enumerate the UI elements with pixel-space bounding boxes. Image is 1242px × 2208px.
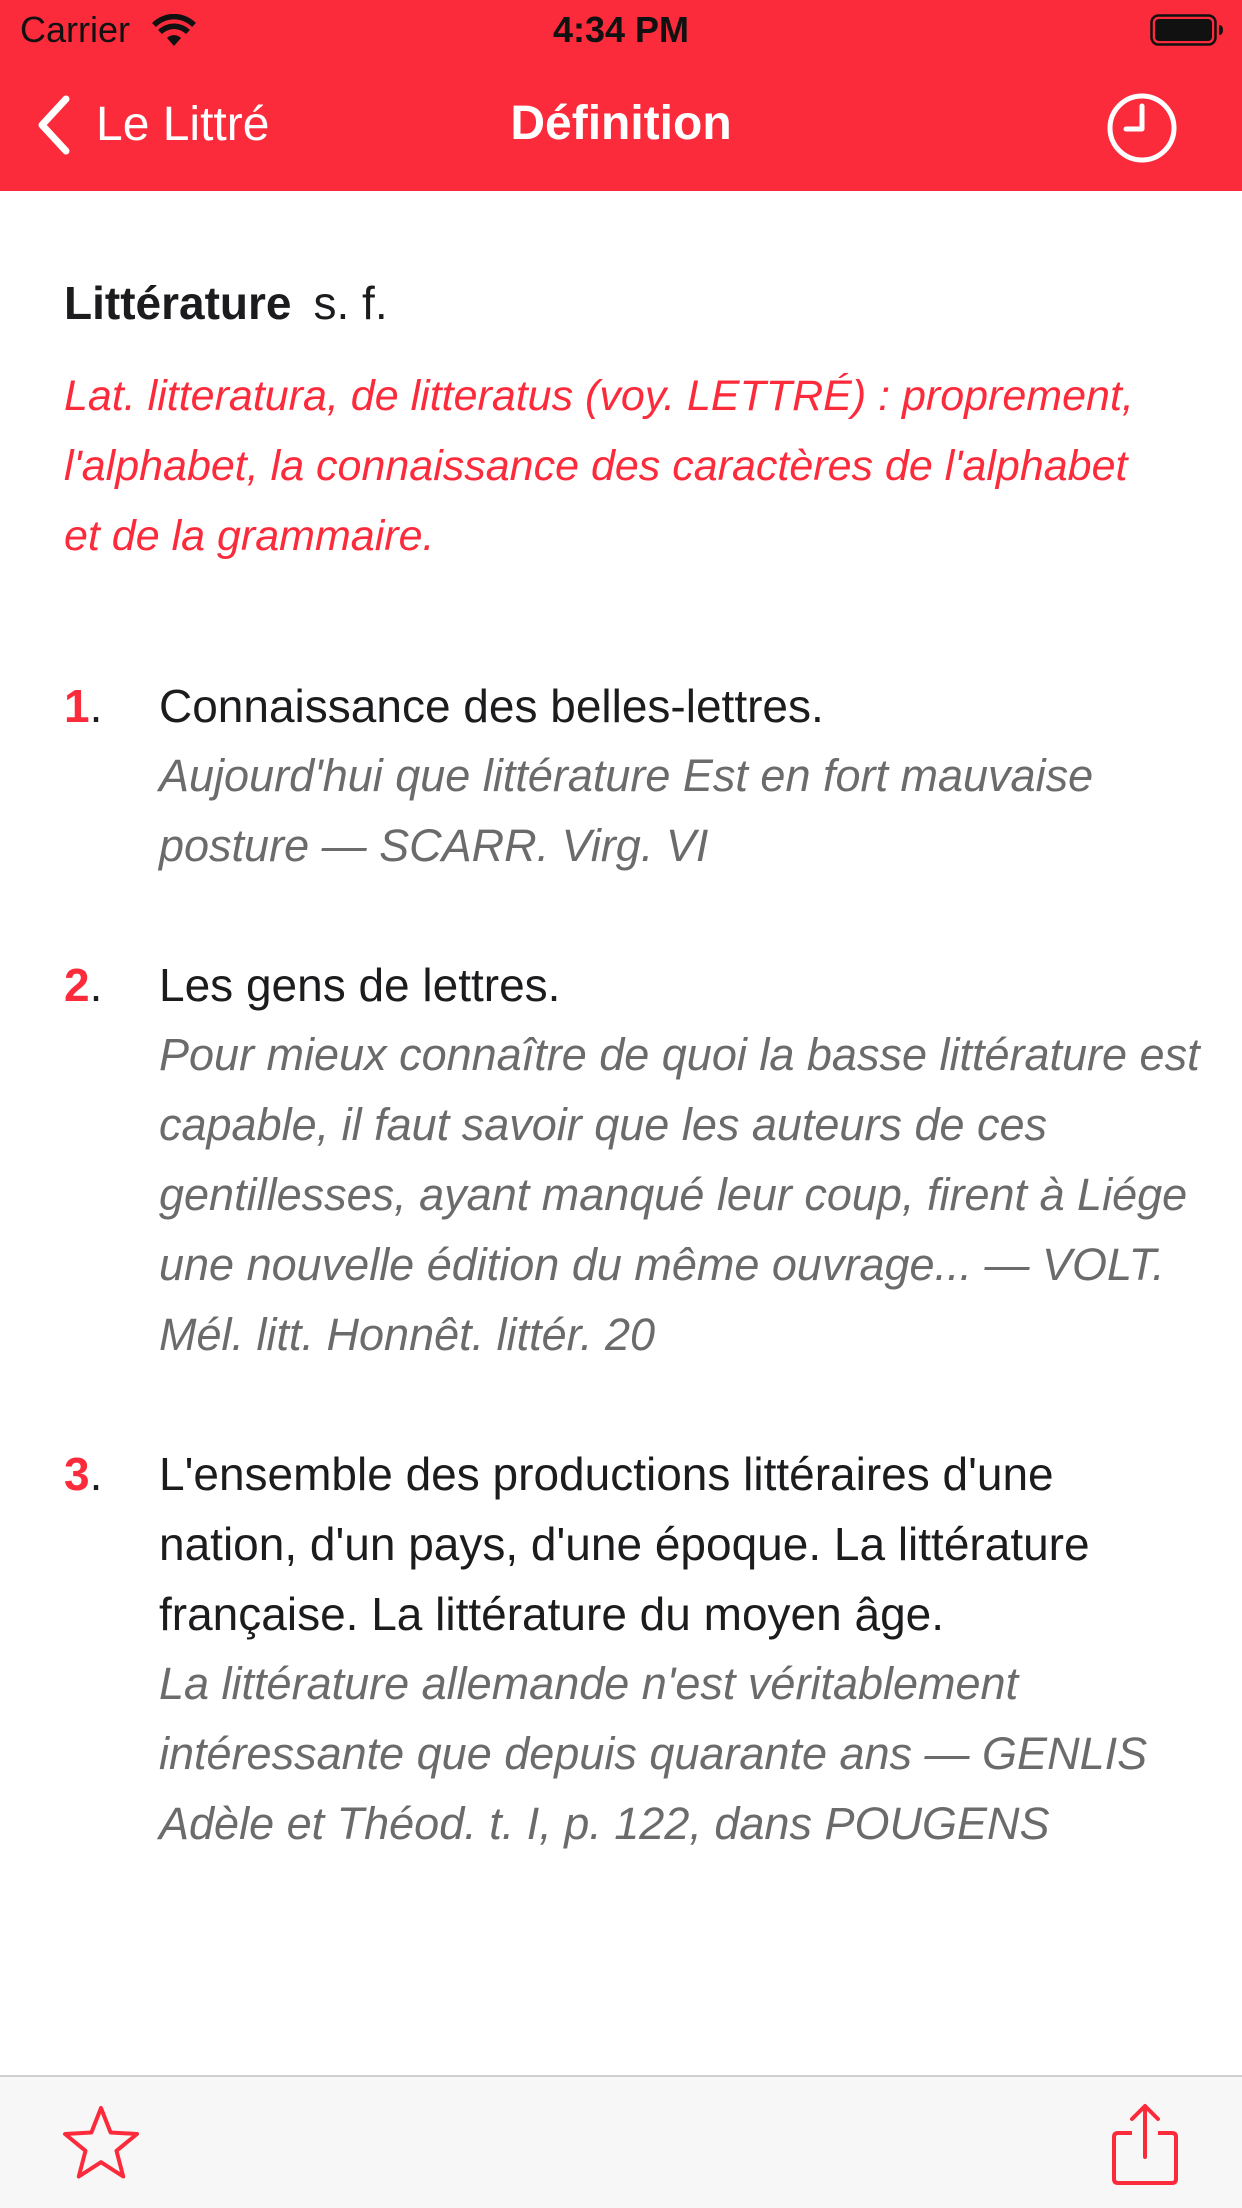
definition-item bbox=[0, 671, 1242, 881]
carrier-label: Carrier bbox=[20, 9, 131, 50]
chevron-left-icon bbox=[36, 95, 72, 155]
definition-number: 3. bbox=[64, 1448, 103, 1500]
navigation-bar bbox=[0, 60, 1242, 191]
status-bar bbox=[0, 0, 1242, 60]
entry-part-of-speech: s. f. bbox=[313, 277, 388, 329]
header bbox=[0, 0, 1242, 191]
definition-content[interactable] bbox=[0, 191, 1242, 2075]
back-button[interactable] bbox=[36, 90, 269, 160]
etymology: Lat. litteratura, de litteratus (voy. LETTRÉ) : proprement, l'alphabet, la connaissance des caractères de l'alphabet et de la grammaire. bbox=[64, 372, 1134, 560]
page-title: Définition bbox=[510, 97, 732, 150]
definition-quote: La littérature allemande n'est véritablement intéressante que depuis quarante ans — GENLIS Adèle et Théod. t. I, p. 122, dans POUGENS bbox=[159, 1658, 1148, 1849]
definition-number: 1. bbox=[64, 680, 103, 732]
back-button-label: Le Littré bbox=[96, 98, 270, 151]
clock-icon[interactable] bbox=[1104, 90, 1180, 166]
definitions-list bbox=[0, 671, 1242, 1928]
star-icon[interactable] bbox=[60, 2103, 142, 2185]
definition-quote: Pour mieux connaître de quoi la basse littérature est capable, il faut savoir que les auteurs de ces gentillesses, ayant manqué leur coup, firent à Liége une nouvelle édition du même ouvrage... — VOLT. Mél. litt. Honnêt. littér. 20 bbox=[159, 1029, 1200, 1360]
definition-number-value: 2 bbox=[64, 959, 90, 1011]
definition-text: Connaissance des belles-lettres. bbox=[159, 680, 824, 732]
definition-item bbox=[0, 1439, 1242, 1859]
bottom-toolbar bbox=[0, 2075, 1242, 2208]
share-icon[interactable] bbox=[1108, 2101, 1182, 2187]
entry-heading bbox=[64, 273, 388, 333]
definition-number: 2. bbox=[64, 959, 103, 1011]
definition-quote: Aujourd'hui que littérature Est en fort mauvaise posture — SCARR. Virg. VI bbox=[159, 750, 1094, 871]
battery-full-icon bbox=[1150, 14, 1224, 46]
definition-number-value: 1 bbox=[64, 680, 90, 732]
definition-item bbox=[0, 950, 1242, 1370]
definition-text: L'ensemble des productions littéraires d'une nation, d'un pays, d'une époque. La littérature française. La littérature du moyen âge. bbox=[159, 1448, 1090, 1640]
status-time: 4:34 PM bbox=[552, 9, 690, 50]
definition-text: Les gens de lettres. bbox=[159, 959, 561, 1011]
definition-number-value: 3 bbox=[64, 1448, 90, 1500]
entry-word: Littérature bbox=[64, 277, 292, 329]
